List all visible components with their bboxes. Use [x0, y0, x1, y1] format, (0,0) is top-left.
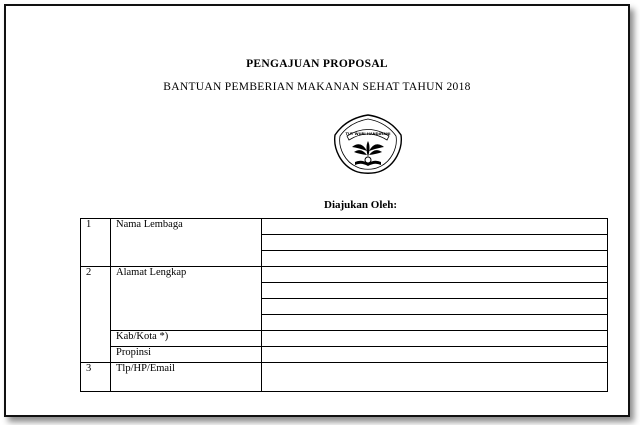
table-row	[81, 267, 608, 283]
field-label: Propinsi	[111, 347, 262, 363]
row-number	[81, 315, 111, 331]
row-number: 3	[81, 363, 111, 392]
field-label: Tlp/HP/Email	[111, 363, 262, 392]
table-row	[81, 347, 608, 363]
city-field[interactable]	[262, 331, 608, 347]
tut-wuri-handayani-logo	[331, 113, 405, 175]
institution-name-field[interactable]	[262, 251, 608, 267]
table-row	[81, 315, 608, 331]
row-number	[81, 283, 111, 299]
document-title: PENGAJUAN PROPOSAL	[246, 58, 388, 70]
row-number	[81, 347, 111, 363]
row-number	[81, 331, 111, 347]
row-number	[81, 235, 111, 251]
row-number	[81, 251, 111, 267]
field-label	[111, 299, 262, 315]
table-row	[81, 283, 608, 299]
row-number: 1	[81, 219, 111, 235]
address-field[interactable]	[262, 283, 608, 299]
field-label: Kab/Kota *)	[111, 331, 262, 347]
field-label	[111, 235, 262, 251]
table-row	[81, 299, 608, 315]
svg-text:TUT WURI HANDAYANI: TUT WURI HANDAYANI	[345, 132, 391, 136]
table-row	[81, 219, 608, 235]
field-label	[111, 251, 262, 267]
document-page	[4, 4, 630, 417]
table-row	[81, 363, 608, 392]
address-field[interactable]	[262, 299, 608, 315]
field-label: Nama Lembaga	[111, 219, 262, 235]
field-label: Alamat Lengkap	[111, 267, 262, 283]
address-field[interactable]	[262, 267, 608, 283]
institution-name-field[interactable]	[262, 235, 608, 251]
table-row	[81, 251, 608, 267]
document-subtitle: BANTUAN PEMBERIAN MAKANAN SEHAT TAHUN 2018	[163, 81, 471, 93]
submitted-by-heading: Diajukan Oleh:	[324, 199, 398, 211]
table-row	[81, 331, 608, 347]
field-label	[111, 283, 262, 299]
address-field[interactable]	[262, 315, 608, 331]
contact-field[interactable]	[262, 363, 608, 392]
institution-name-field[interactable]	[262, 219, 608, 235]
proposal-form-table	[80, 218, 608, 392]
field-label	[111, 315, 262, 331]
row-number	[81, 299, 111, 315]
province-field[interactable]	[262, 347, 608, 363]
table-row	[81, 235, 608, 251]
row-number: 2	[81, 267, 111, 283]
